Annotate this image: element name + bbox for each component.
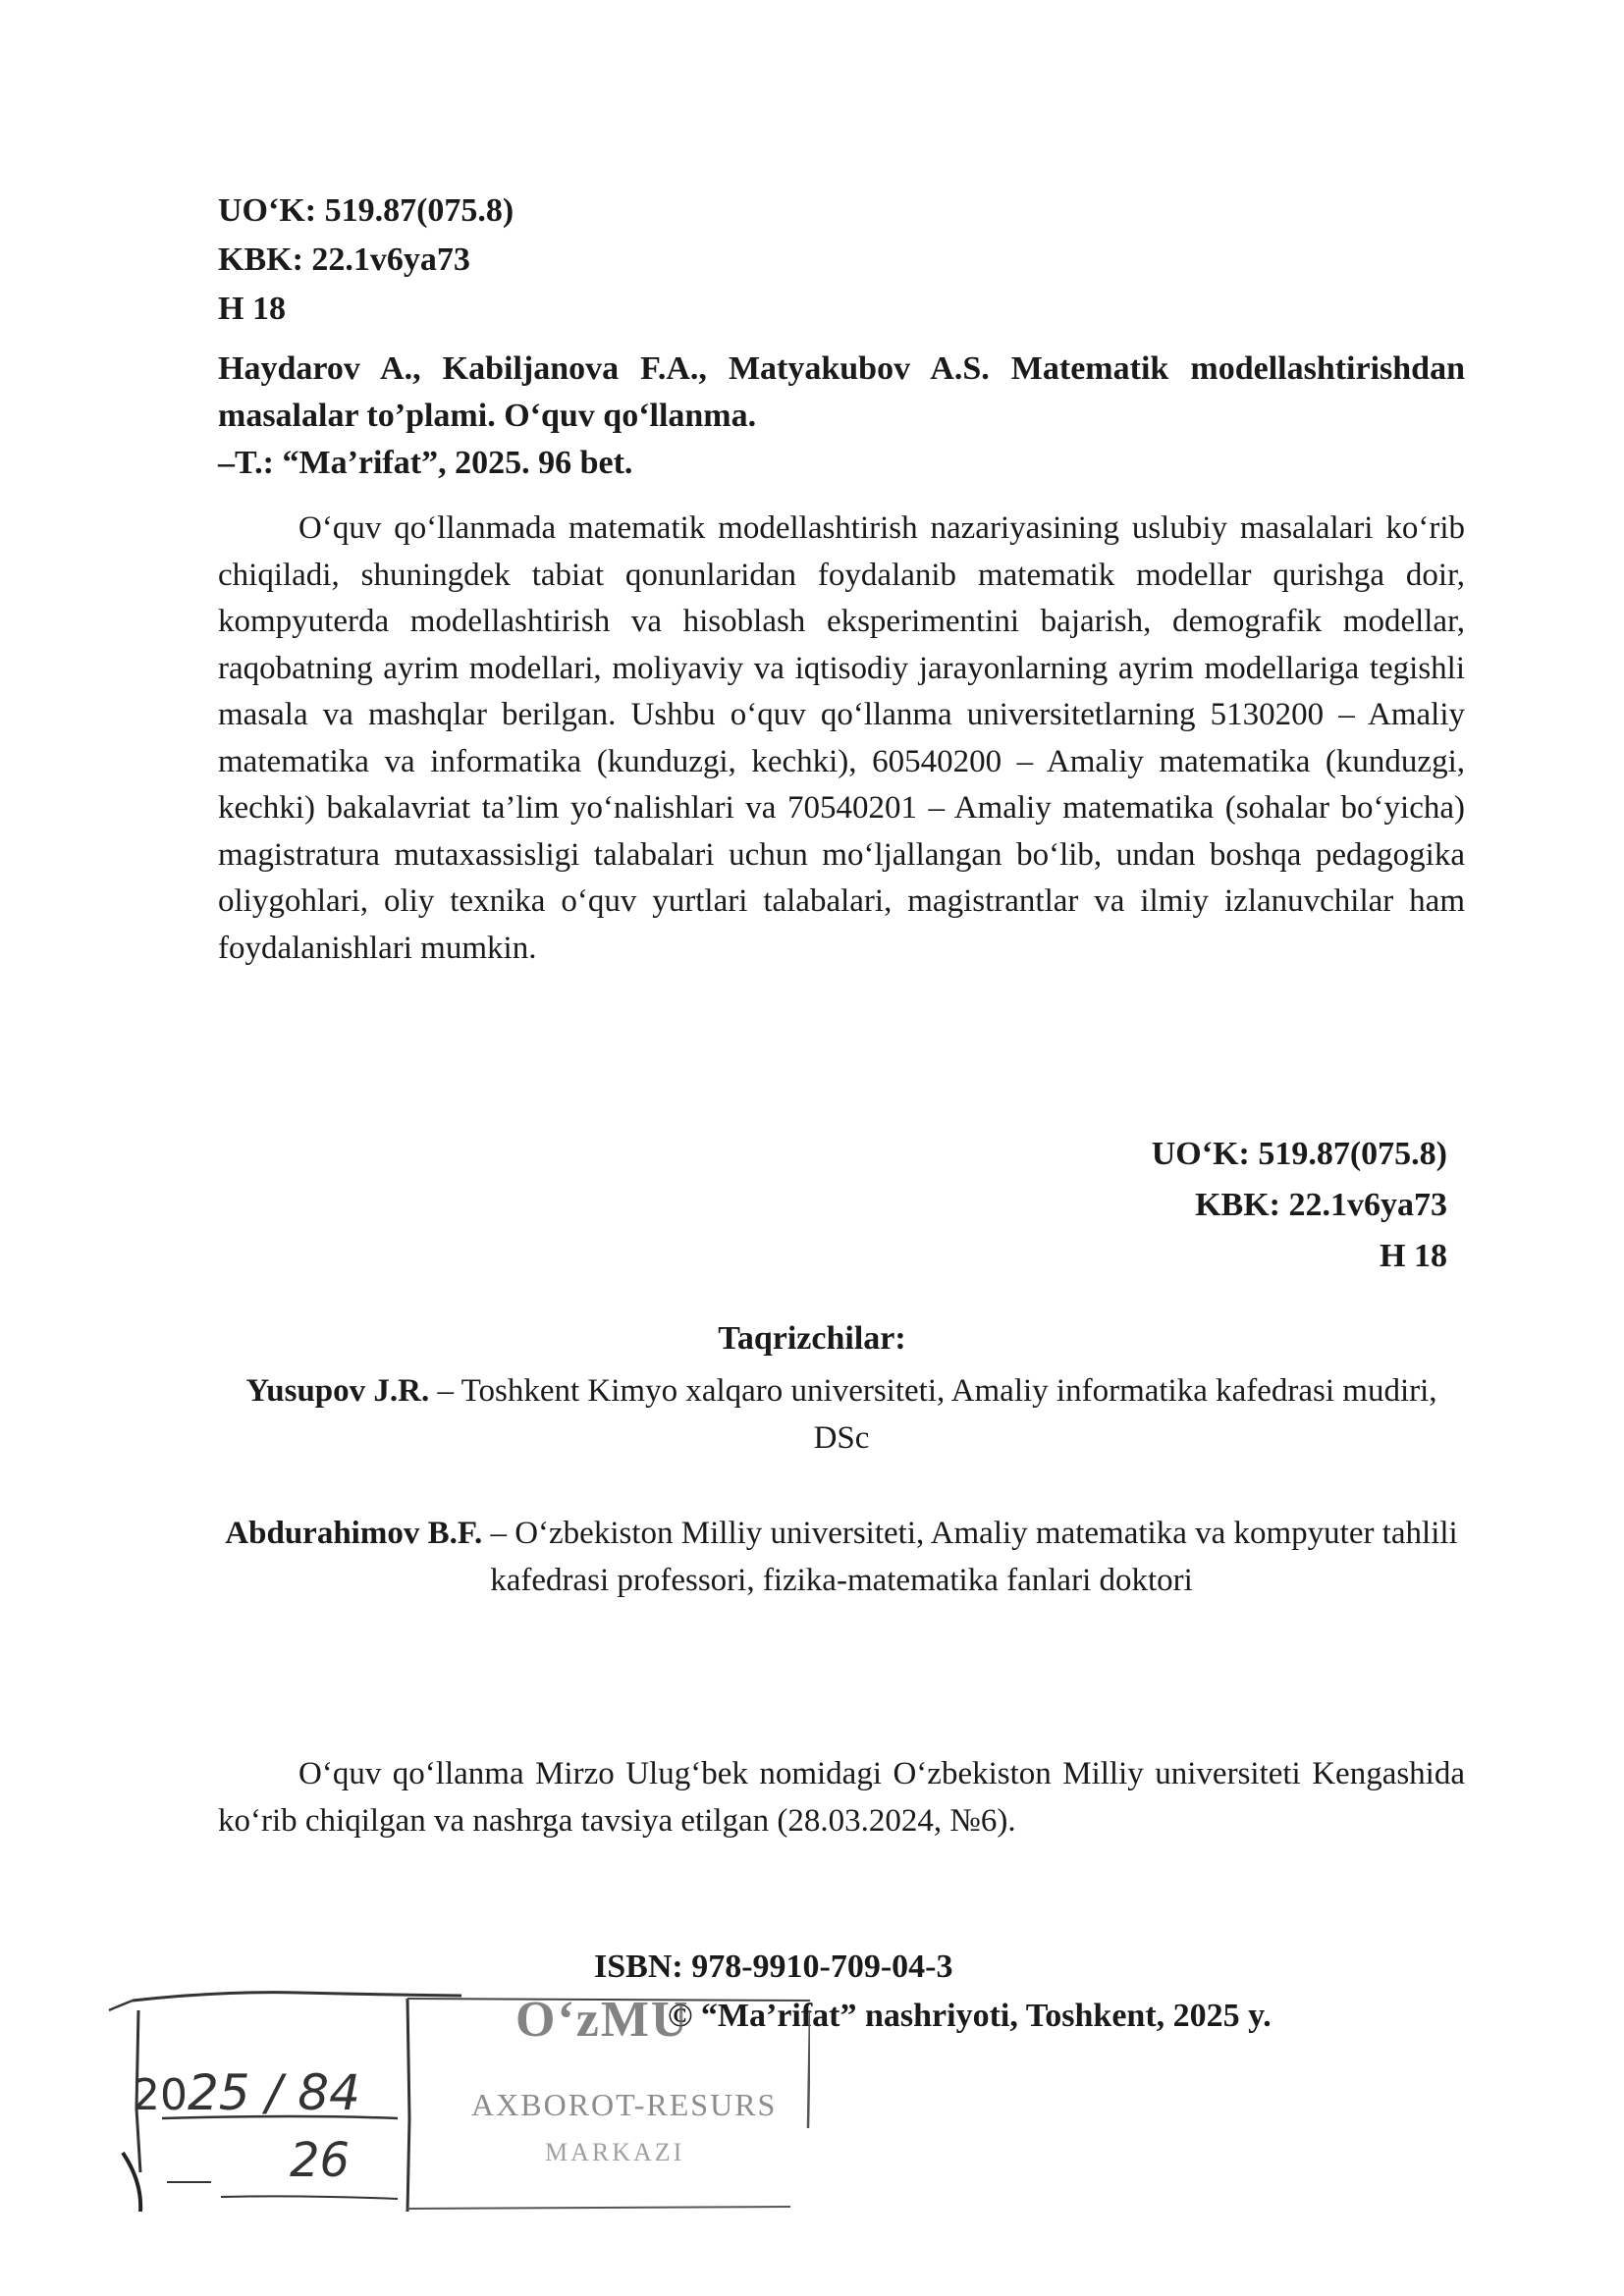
bbk-code-right: KBK: 22.1v6ya73 — [1195, 1187, 1447, 1223]
author-mark: H 18 — [218, 291, 286, 327]
stamp-number-handwritten: 25 / 84 — [188, 2064, 360, 2121]
catalog-codes-top — [218, 187, 514, 334]
stamp-line-1: AXBOROT-RESURS — [471, 2087, 778, 2122]
approval-note: O‘quv qo‘llanma Mirzo Ulug‘bek nomidagi O‘zbekiston Milliy universiteti Kengashida ko‘rib chiqilgan va nashrga tavsiya etilgan (28.03.2024, №6). — [218, 1756, 1465, 1839]
isbn: ISBN: 978-9910-709-04-3 — [594, 1949, 953, 1985]
reviewer-entry — [218, 1367, 1465, 1462]
udc-code: UO‘K: 519.87(075.8) — [218, 192, 514, 229]
biblio-publisher: –T.: “Ma’rifat”, 2025. 96 bet. — [218, 445, 633, 481]
bbk-code: KBK: 22.1v6ya73 — [218, 241, 470, 278]
reviewer-affiliation: – O‘zbekiston Milliy universiteti, Amaliy matematika va kompyuter tahlili kafedrasi professori, fizika-matematika fanlari doktori — [482, 1516, 1458, 1598]
udc-code-right: UO‘K: 519.87(075.8) — [1151, 1136, 1447, 1172]
catalog-codes-right — [1152, 1129, 1447, 1282]
stamp-registration-number — [133, 2064, 360, 2121]
reviewer-name: Yusupov J.R. — [245, 1373, 430, 1409]
abstract-paragraph: O‘quv qo‘llanmada matematik modellashtirish nazariyasining uslubiy masalalari ko‘rib chiqiladi, shuningdek tabiat qonunlaridan foydalanib matematik modellar qurishga doir, kompyuterda modellashtirish va hisoblash eksperimentini bajarish, demografik modellar, raqobatning ayrim modellari, moliyaviy va iqtisodiy jarayonlarning ayrim modellariga tegishli masala va mashqlar berilgan. Ushbu o‘quv qo‘llanma universitetlarning 5130200 – Amaliy matematika va informatika (kunduzgi, kechki), 60540200 – Amaliy matematika (kunduzgi, kechki) bakalavriat ta’lim yo‘nalishlari va 70540201 – Amaliy matematika (sohalar bo‘yicha) magistratura mutaxassisligi talabalari uchun mo‘ljallangan bo‘lib, undan boshqa pedagogika oliygohlari, oliy texnika o‘quv yurtlari talabalari, magistrantlar va ilmiy izlanuvchilar ham foydalanishlari mumkin. — [218, 510, 1465, 966]
reviewers-heading: Taqrizchilar: — [718, 1320, 906, 1357]
author-mark-right: H 18 — [1380, 1238, 1447, 1274]
bibliographic-entry — [218, 346, 1465, 487]
reviewer-entry — [218, 1510, 1465, 1604]
library-stamp — [103, 1971, 810, 2216]
copyright-line: © “Ma’rifat” nashriyoti, Toshkent, 2025 y. — [668, 1998, 1272, 2034]
stamp-line-2: MARKAZI — [545, 2138, 685, 2166]
reviewer-name: Abdurahimov B.F. — [225, 1516, 483, 1551]
reviewer-affiliation: – Toshkent Kimyo xalqaro universiteti, Amaliy informatika kafedrasi mudiri, DSc — [429, 1373, 1437, 1456]
stamp-organization: O‘zMU — [515, 1992, 690, 2048]
biblio-authors-title: Haydarov A., Kabiljanova F.A., Matyakubov A.S. Matematik modellashtirishdan masalalar to’plami. O‘quv qo‘llanma. — [218, 350, 1465, 434]
stamp-sub-number: 26 — [290, 2133, 351, 2188]
stamp-number-prefix: 20 — [133, 2070, 188, 2120]
